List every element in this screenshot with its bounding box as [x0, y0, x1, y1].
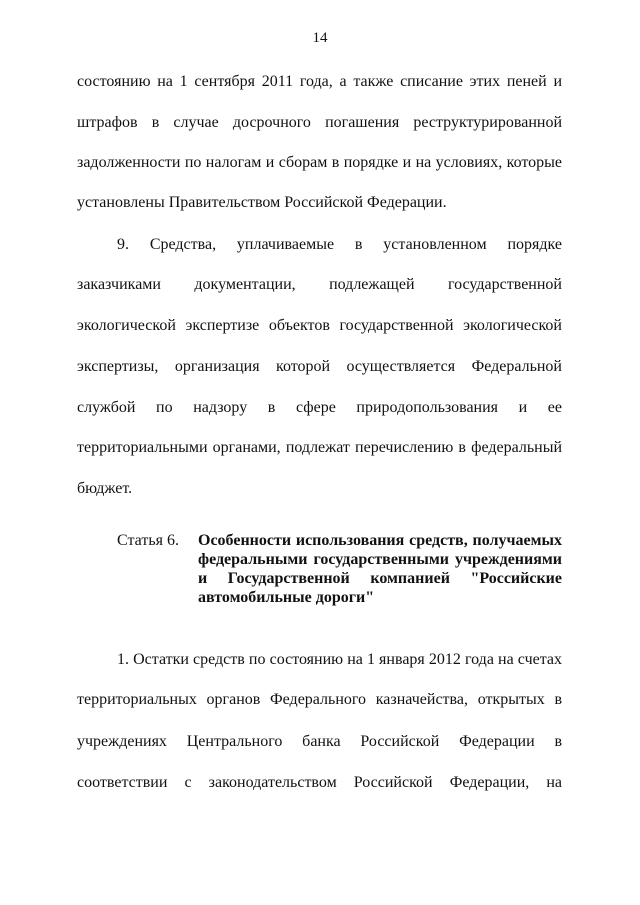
- paragraph-line: службой по надзору в сфере природопользования и ее: [77, 399, 562, 416]
- article-label: Статья 6.: [117, 532, 179, 549]
- paragraph-line: заказчиками документации, подлежащей государственной: [77, 276, 562, 293]
- page-number: 14: [312, 30, 328, 46]
- paragraph-line: состоянию на 1 сентября 2011 года, а также списание этих пеней и: [77, 73, 562, 90]
- article-title-line: Особенности использования средств, получаемых: [198, 532, 562, 549]
- item-1-first-line: 1. Остатки средств по состоянию на 1 января 2012 года на счетах: [117, 651, 562, 668]
- article-title-line: федеральными государственными учреждениями: [198, 551, 562, 568]
- article-title-line: автомобильные дороги": [198, 589, 375, 606]
- paragraph-line: экспертизы, организация которой осуществляется Федеральной: [77, 358, 562, 375]
- paragraph-line: бюджет.: [77, 480, 133, 497]
- paragraph-line: задолженности по налогам и сборам в порядке и на условиях, которые: [77, 154, 562, 171]
- paragraph-line: экологической экспертизе объектов государственной экологической: [77, 317, 562, 334]
- article-title-line: и Государственной компанией "Российские: [198, 570, 562, 587]
- paragraph-line: территориальных органов Федерального казначейства, открытых в: [77, 691, 562, 708]
- paragraph-line: учреждениях Центрального банка Российской Федерации в: [77, 733, 562, 750]
- paragraph-line: территориальными органами, подлежат перечислению в федеральный: [77, 439, 562, 456]
- paragraph-line: штрафов в случае досрочного погашения реструктурированной: [77, 114, 562, 131]
- paragraph-line: соответствии с законодательством Российской Федерации, на: [77, 774, 562, 791]
- paragraph-line: установлены Правительством Российской Федерации.: [77, 194, 447, 211]
- item-9-first-line: 9. Средства, уплачиваемые в установленном порядке: [117, 236, 562, 253]
